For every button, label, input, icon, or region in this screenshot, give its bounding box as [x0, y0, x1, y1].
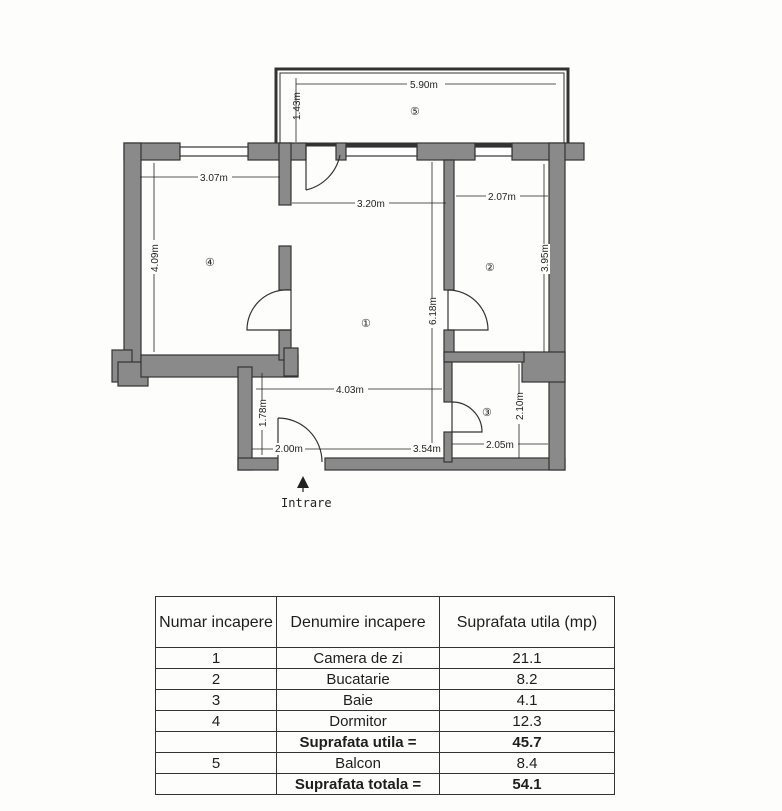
room-number: 3 — [156, 690, 277, 711]
room-number: 2 — [156, 669, 277, 690]
room-label-2: ② — [485, 262, 495, 274]
total-empty-cell — [156, 774, 277, 795]
room-area: 8.2 — [440, 669, 615, 690]
header-room-name: Denumire incapere — [277, 597, 440, 648]
room-name: Balcon — [277, 753, 440, 774]
room-area: 12.3 — [440, 711, 615, 732]
dim-bedroom-depth: 4.09m — [150, 244, 161, 272]
room-label-5: ⑤ — [410, 106, 420, 118]
room-number: 4 — [156, 711, 277, 732]
subtotal-value: 45.7 — [440, 732, 615, 753]
subtotal-label: Suprafata utila = — [277, 732, 440, 753]
dim-living-width: 3.20m — [357, 199, 385, 210]
total-row — [156, 774, 615, 795]
dim-living-depth: 6.18m — [428, 297, 439, 325]
dim-entry-width: 2.00m — [275, 444, 303, 455]
dim-balcony-width: 5.90m — [410, 80, 438, 91]
table-header-row — [156, 597, 615, 648]
room-area: 21.1 — [440, 648, 615, 669]
subtotal-row — [156, 732, 615, 753]
balcony-row — [156, 753, 615, 774]
subtotal-empty-cell — [156, 732, 277, 753]
dim-hall-depth: 1.78m — [258, 399, 269, 427]
room-label-3: ③ — [482, 407, 492, 419]
room-name: Baie — [277, 690, 440, 711]
dim-bottom-span: 3.54m — [413, 444, 441, 455]
room-label-1: ① — [361, 318, 371, 330]
entrance-label: Intrare — [281, 496, 332, 510]
room-name: Bucatarie — [277, 669, 440, 690]
dim-balcony-depth: 1.43m — [292, 92, 303, 120]
room-name: Dormitor — [277, 711, 440, 732]
header-area: Suprafata utila (mp) — [440, 597, 615, 648]
dim-kitchen-width: 2.07m — [488, 192, 516, 203]
room-area: 8.4 — [440, 753, 615, 774]
header-room-number: Numar incapere — [156, 597, 277, 648]
room-area: 4.1 — [440, 690, 615, 711]
table-row — [156, 690, 615, 711]
room-number: 5 — [156, 753, 277, 774]
table-row — [156, 648, 615, 669]
total-label: Suprafata totala = — [277, 774, 440, 795]
entrance-marker — [281, 476, 332, 510]
table-row — [156, 669, 615, 690]
room-label-4: ④ — [205, 257, 215, 269]
dim-bath-width: 2.05m — [486, 440, 514, 451]
dim-bath-depth: 2.10m — [515, 392, 526, 420]
table-row — [156, 711, 615, 732]
dim-kitchen-depth: 3.95m — [540, 244, 551, 272]
dim-living-bottom-width: 4.03m — [336, 385, 364, 396]
dim-bedroom-width: 3.07m — [200, 173, 228, 184]
room-number: 1 — [156, 648, 277, 669]
area-table — [155, 596, 615, 795]
room-name: Camera de zi — [277, 648, 440, 669]
total-value: 54.1 — [440, 774, 615, 795]
